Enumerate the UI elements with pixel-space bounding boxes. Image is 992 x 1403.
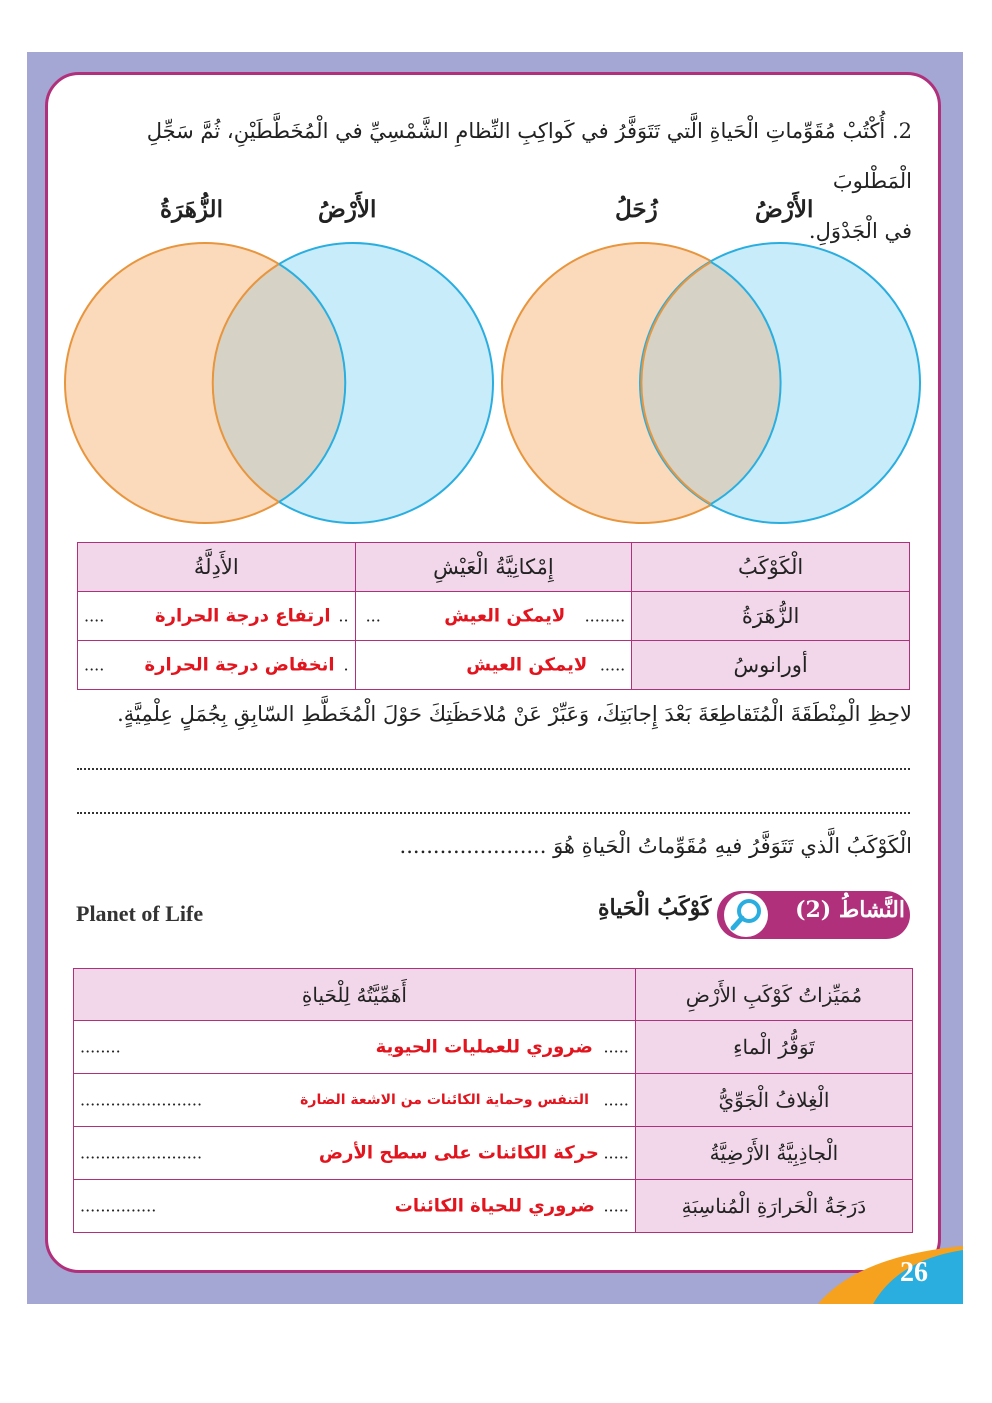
importance-cell[interactable] — [74, 1021, 636, 1074]
answer-text: ضروري للعمليات الحيوية — [375, 1036, 593, 1058]
dots: .... — [84, 606, 105, 626]
feature-cell: الْغِلافُ الْجَوِّيُّ — [635, 1074, 912, 1127]
dots: ... — [365, 606, 381, 626]
venn-right-label-saturn: زُحَلُ — [615, 196, 658, 223]
dots: ..... — [603, 1143, 629, 1163]
activity-label: النَّشاطُ (2) — [795, 897, 905, 923]
answer-text: لايمكن العيش — [444, 605, 566, 627]
table-row — [78, 641, 910, 690]
importance-cell[interactable] — [74, 1127, 636, 1180]
possibility-cell[interactable] — [355, 641, 632, 690]
table-row — [78, 592, 910, 641]
dots: . — [343, 655, 349, 675]
answer-line-1[interactable] — [77, 768, 910, 770]
dots: ..... — [603, 1037, 629, 1057]
question-line-2: في الْجَدْوَلِ. — [808, 219, 912, 243]
venn-left-label-earth: الأَرْضُ — [318, 196, 377, 223]
planet-cell: الزُّهَرَةُ — [632, 592, 910, 641]
earth-features-table — [73, 968, 913, 1233]
venn-left-label-venus: الزُّهَرَةُ — [160, 196, 223, 223]
dots: ........ — [584, 606, 626, 626]
dots: ........ — [80, 1037, 121, 1057]
table-row — [74, 1021, 913, 1074]
answer-text: انخفاض درجة الحرارة — [144, 654, 335, 676]
table-row — [74, 1180, 913, 1233]
answer-text: ارتفاع درجة الحرارة — [155, 605, 331, 627]
dots: ........................ — [80, 1143, 203, 1163]
feature-cell: دَرَجَةُ الْحَرارَةِ الْمُناسِبَةِ — [635, 1180, 912, 1233]
dots: ..... — [599, 655, 626, 675]
header-evidence: الأَدِلَّةُ — [78, 543, 356, 592]
evidence-cell[interactable] — [78, 592, 356, 641]
table-row — [74, 1127, 913, 1180]
answer-line-2[interactable] — [77, 812, 910, 814]
evidence-cell[interactable] — [78, 641, 356, 690]
possibility-cell[interactable] — [355, 592, 632, 641]
venn-right-label-earth: الأَرْضُ — [755, 196, 814, 223]
table-header-row — [74, 969, 913, 1021]
dots: ..... — [603, 1090, 629, 1110]
dots: .. — [338, 606, 349, 626]
activity-title: كَوْكَبُ الْحَياةِ — [598, 895, 712, 921]
question-line-1: 2. أُكْتُبْ مُقَوِّماتِ الْحَياةِ الَّتي تَتَوَفَّرُ في كَواكِبِ النِّظامِ الشَّمْسِيِّ في الْمُخَطَّطَيْنِ، ثُمَّ سَجِّلِ الْمَطْلوبَ — [146, 119, 912, 193]
header-planet: الْكَوْكَبُ — [632, 543, 910, 592]
header-possibility: إِمْكانِيَّةُ الْعَيْشِ — [355, 543, 632, 592]
importance-cell[interactable] — [74, 1180, 636, 1233]
planet-cell: أورانوسُ — [632, 641, 910, 690]
planet-question: الْكَوْكَبُ الَّذي تَتَوَفَّرُ فيهِ مُقَوِّماتُ الْحَياةِ هُوَ ...................... — [399, 834, 912, 858]
answer-text: ضروري للحياة الكائنات — [394, 1195, 595, 1217]
table-header-row — [78, 543, 910, 592]
page-number: 26 — [900, 1257, 928, 1288]
dots: ........................ — [80, 1090, 203, 1110]
observation-instruction: لاحِظِ الْمِنْطَقَةَ الْمُتَقاطِعَةَ بَعْدَ إِجابَتِكَ، وَعَبِّرْ عَنْ مُلاحَظَتِكَ حَوْلَ الْمُخَطَّطِ السّابِقِ بِجُمَلٍ عِلْمِيَّةٍ. — [117, 702, 912, 726]
table-row — [74, 1074, 913, 1127]
activity-english-title: Planet of Life — [76, 901, 204, 926]
answer-text: لايمكن العيش — [466, 654, 588, 676]
feature-cell: تَوَفُّرُ الْماءِ — [635, 1021, 912, 1074]
planets-table — [77, 542, 910, 690]
magnifier-icon — [718, 891, 774, 939]
dots: ..... — [603, 1196, 629, 1216]
header-feature: مُمَيِّزاتُ كَوْكَبِ الأَرْضِ — [635, 969, 912, 1021]
dots: ............... — [80, 1196, 157, 1216]
dots: .... — [84, 655, 105, 675]
feature-cell: الْجاذِبِيَّةُ الأَرْضِيَّةُ — [635, 1127, 912, 1180]
answer-text: التنفس وحماية الكائنات من الاشعة الضارة — [300, 1092, 589, 1108]
importance-cell[interactable] — [74, 1074, 636, 1127]
page-corner-decoration — [818, 1246, 963, 1304]
header-importance: أَهَمِّيَّتُهُ لِلْحَياةِ — [74, 969, 636, 1021]
question-text — [72, 106, 912, 256]
answer-text: حركة الكائنات على سطح الأرض — [318, 1142, 599, 1164]
